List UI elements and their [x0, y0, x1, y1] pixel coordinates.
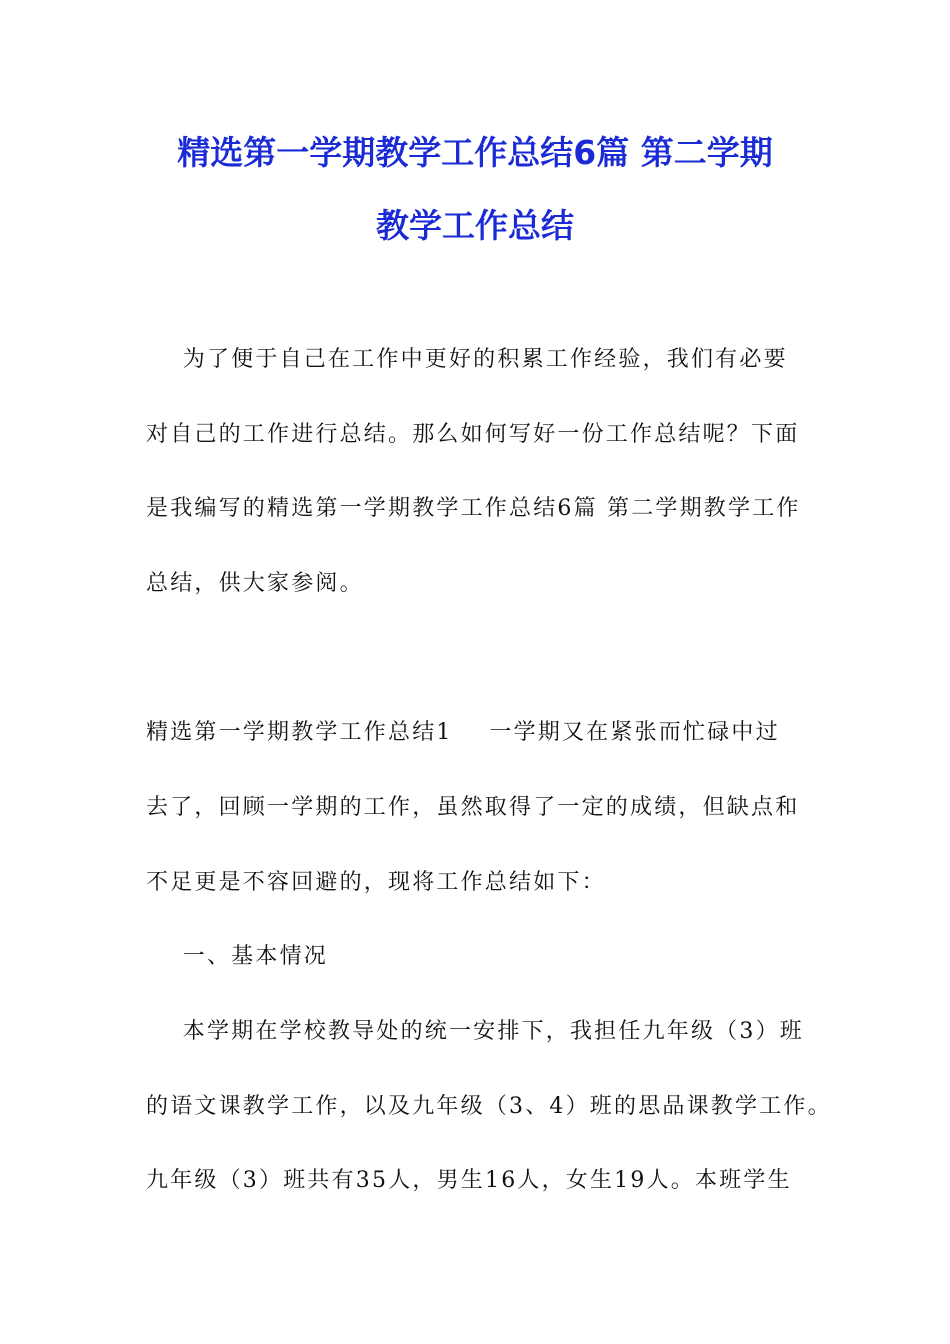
intro-line-3: 是我编写的精选第一学期教学工作总结6篇 第二学期教学工作: [146, 496, 801, 521]
body-line-3: 不足更是不容回避的，现将工作总结如下：: [146, 870, 606, 895]
body-line-5: 本学期在学校教导处的统一安排下，我担任九年级（3）班: [146, 1019, 804, 1044]
body-line-7: 九年级（3）班共有35人，男生16人，女生19人。本班学生: [146, 1168, 792, 1193]
body-line-1: 精选第一学期教学工作总结1 一学期又在紧张而忙碌中过: [146, 720, 780, 745]
section-heading-basic-situation: 一、基本情况: [146, 944, 328, 969]
intro-line-4: 总结，供大家参阅。: [146, 571, 364, 596]
body-line-2: 去了，回顾一学期的工作，虽然取得了一定的成绩，但缺点和: [146, 795, 800, 820]
intro-line-2: 对自己的工作进行总结。那么如何写好一份工作总结呢？下面: [146, 422, 800, 447]
document-title-line-1: 精选第一学期教学工作总结6篇 第二学期: [177, 133, 773, 172]
document-title-line-2: 教学工作总结: [376, 206, 574, 245]
intro-line-1: 为了便于自己在工作中更好的积累工作经验，我们有必要: [146, 347, 788, 372]
body-line-6: 的语文课教学工作，以及九年级（3、4）班的思品课教学工作。: [146, 1094, 832, 1119]
